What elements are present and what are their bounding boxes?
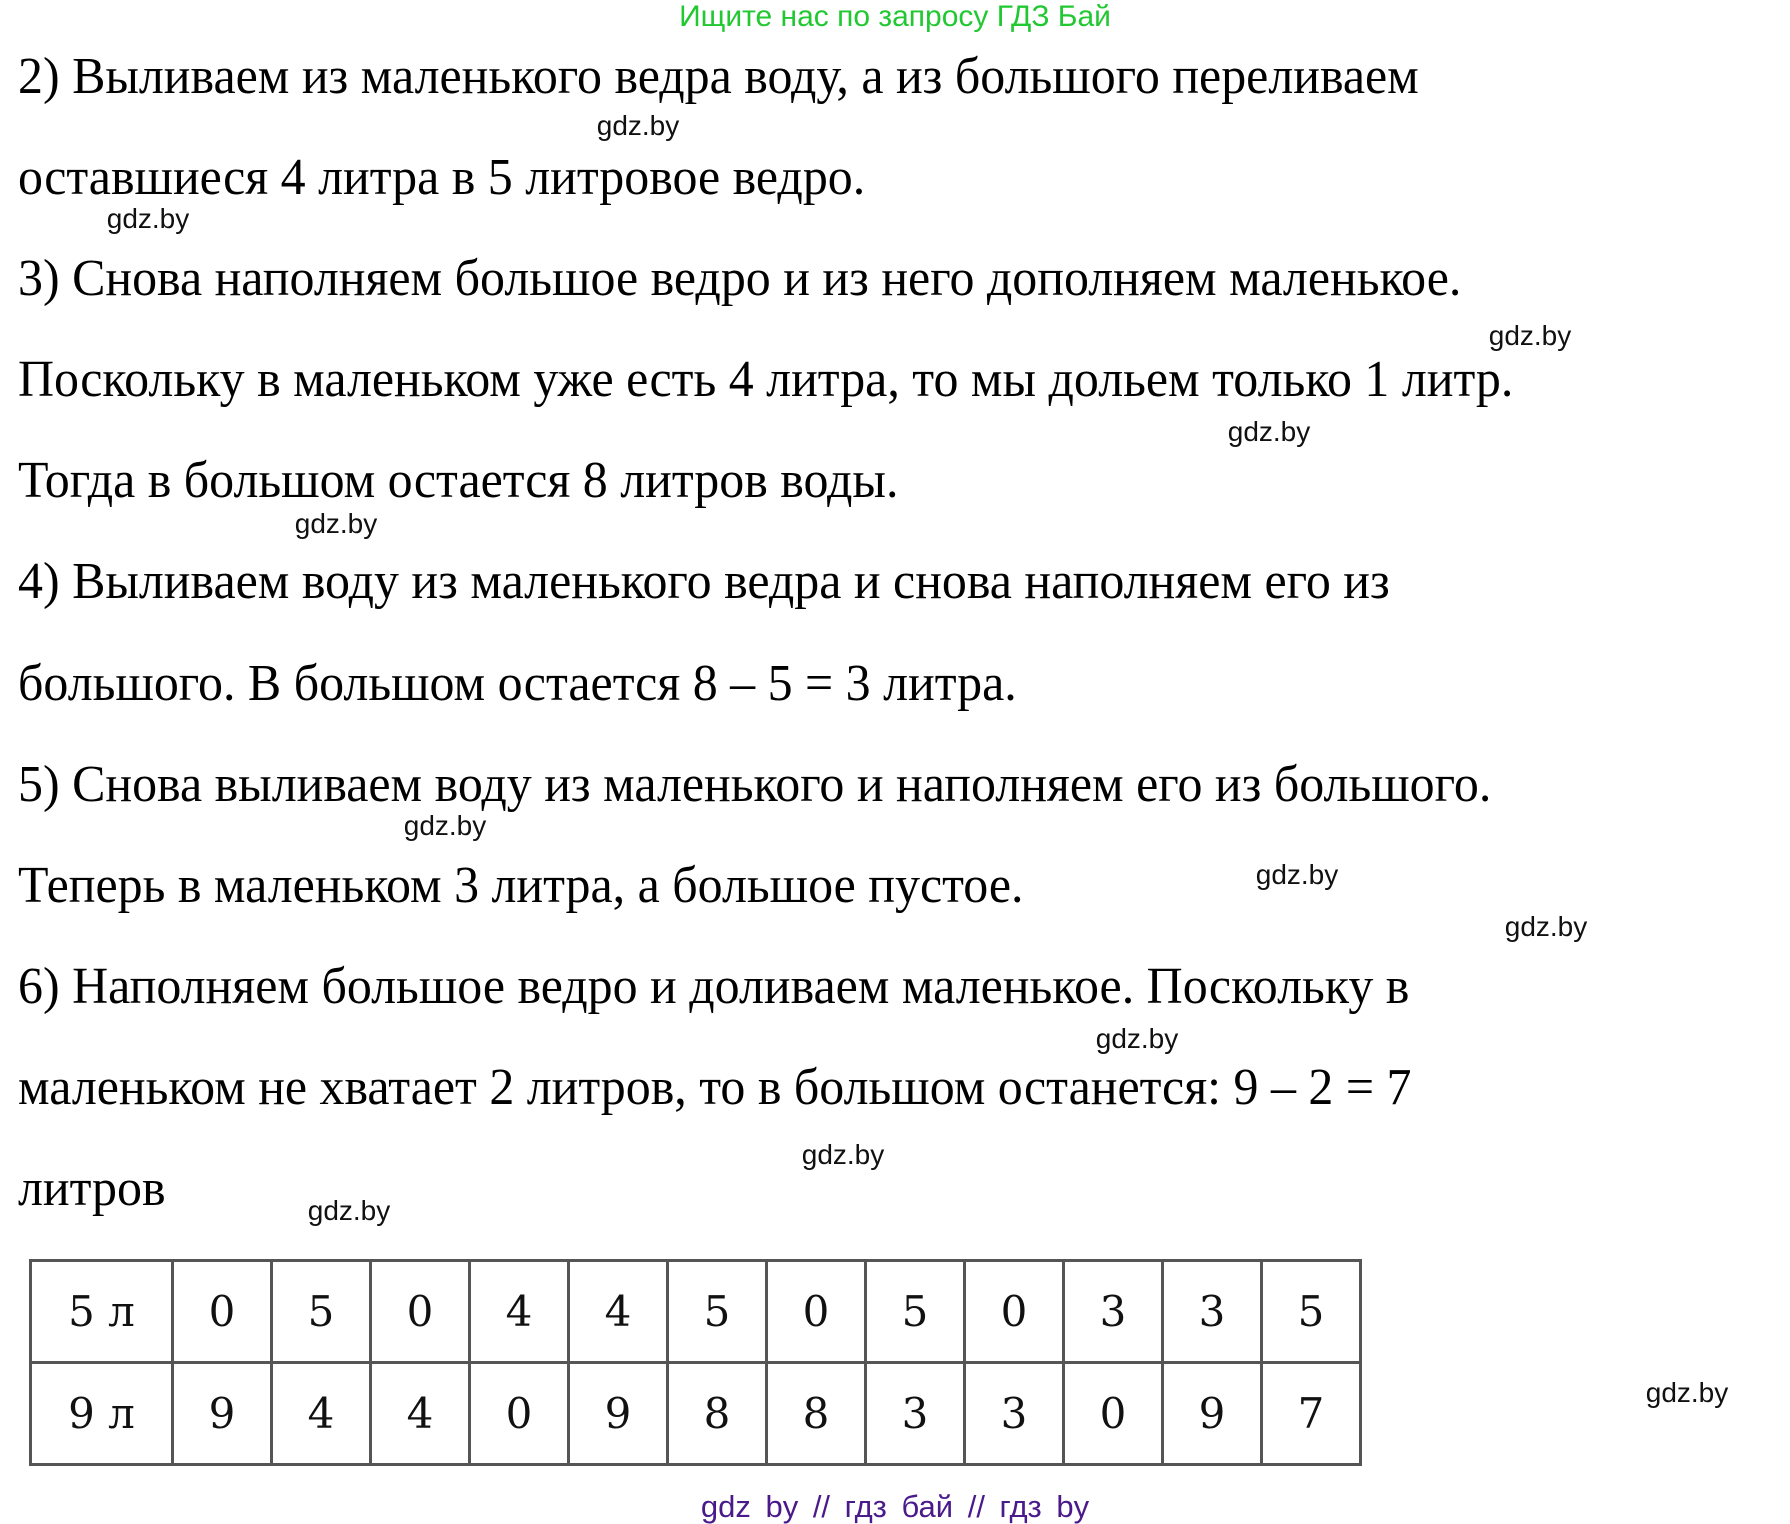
table-cell: 3 xyxy=(866,1363,965,1465)
row-label: 9 л xyxy=(31,1363,173,1465)
table-cell: 0 xyxy=(173,1261,272,1363)
text-line: Поскольку в маленьком уже есть 4 литра, то мы дольем только 1 литр. xyxy=(18,351,1514,408)
table-cell: 8 xyxy=(767,1363,866,1465)
watermark: gdz.by xyxy=(403,810,487,841)
text-line: 6) Наполняем большое ведро и доливаем маленькое. Поскольку в xyxy=(18,958,1410,1015)
watermark: gdz.by xyxy=(1227,416,1311,447)
watermark: gdz.by xyxy=(596,110,680,141)
table-cell: 5 xyxy=(866,1261,965,1363)
text-line: 3) Снова наполняем большое ведро и из него дополняем маленькое. xyxy=(18,250,1462,307)
text-line: Тогда в большом остается 8 литров воды. xyxy=(18,452,899,509)
text-line: 5) Снова выливаем воду из маленького и наполняем его из большого. xyxy=(18,756,1492,813)
watermark: gdz.by xyxy=(1645,1377,1729,1408)
watermark: gdz.by xyxy=(1488,320,1572,351)
table-cell: 9 xyxy=(569,1363,668,1465)
table-cell: 8 xyxy=(668,1363,767,1465)
watermark: gdz.by xyxy=(1504,911,1588,942)
table-cell: 0 xyxy=(371,1261,470,1363)
text-line: большого. В большом остается 8 – 5 = 3 литра. xyxy=(18,655,1017,712)
table-cell: 7 xyxy=(1262,1363,1361,1465)
text-line: маленьком не хватает 2 литров, то в большом останется: 9 – 2 = 7 xyxy=(18,1059,1412,1116)
table-cell: 9 xyxy=(1163,1363,1262,1465)
watermark: gdz.by xyxy=(106,203,190,234)
table-cell: 4 xyxy=(272,1363,371,1465)
table-cell: 9 xyxy=(173,1363,272,1465)
table-cell: 5 xyxy=(272,1261,371,1363)
text-line: 4) Выливаем воду из маленького ведра и снова наполняем его из xyxy=(18,553,1390,610)
table-cell: 4 xyxy=(470,1261,569,1363)
text-line: литров xyxy=(18,1160,166,1217)
watermark: gdz.by xyxy=(1255,859,1339,890)
watermark: gdz.by xyxy=(294,508,378,539)
table-cell: 5 xyxy=(668,1261,767,1363)
header-search-note: Ищите нас по запросу ГДЗ Бай xyxy=(679,0,1111,33)
table-cell: 3 xyxy=(1064,1261,1163,1363)
table-cell: 5 xyxy=(1262,1261,1361,1363)
table-row-9l xyxy=(31,1363,1361,1465)
footer-site-note: gdz by // гдз бай // гдз by xyxy=(700,1489,1090,1524)
table-cell: 3 xyxy=(965,1363,1064,1465)
bucket-states-table xyxy=(29,1259,1362,1466)
table-cell: 0 xyxy=(965,1261,1064,1363)
table-cell: 0 xyxy=(767,1261,866,1363)
watermark: gdz.by xyxy=(1095,1023,1179,1054)
text-line: оставшиеся 4 литра в 5 литровое ведро. xyxy=(18,149,866,206)
watermark: gdz.by xyxy=(307,1195,391,1226)
row-label: 5 л xyxy=(31,1261,173,1363)
table-cell: 0 xyxy=(1064,1363,1163,1465)
text-line: Теперь в маленьком 3 литра, а большое пустое. xyxy=(18,857,1024,914)
table-cell: 0 xyxy=(470,1363,569,1465)
table-cell: 4 xyxy=(569,1261,668,1363)
table-cell: 4 xyxy=(371,1363,470,1465)
table-row-5l xyxy=(31,1261,1361,1363)
text-line: 2) Выливаем из маленького ведра воду, а из большого переливаем xyxy=(18,48,1419,105)
table-cell: 3 xyxy=(1163,1261,1262,1363)
watermark: gdz.by xyxy=(801,1139,885,1170)
